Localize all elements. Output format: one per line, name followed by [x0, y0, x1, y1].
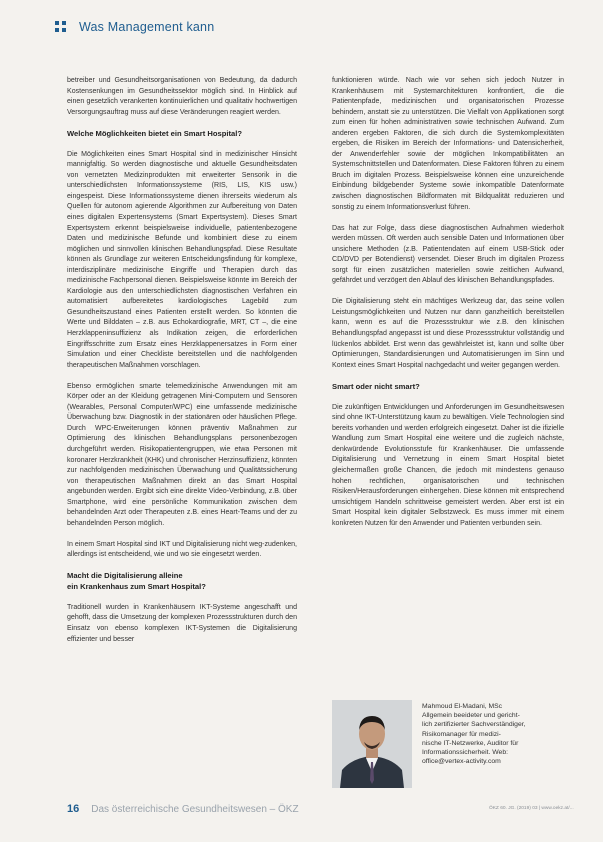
- section-squares-icon: [55, 21, 67, 33]
- issue-info: ÖKZ 60. JG. (2019) 03 | www.oekz.at/...: [489, 806, 574, 811]
- author-portrait-icon: [332, 700, 412, 788]
- paragraph: In einem Smart Hospital sind IKT und Digitalisierung nicht weg-zudenken, allerdings ist entscheidend, wie und wo sie eingesetzt werden.: [67, 540, 297, 559]
- paragraph: Traditionell wurden in Krankenhäusern IKT-Systeme angeschafft und gehofft, dass die Umsetzung der komplexen Prozessstrukturen durch den Einsatz von ebenso komplexen IKT-Systemen die Digitalisierung effizienter und besser: [67, 603, 297, 643]
- author-bio: [422, 700, 564, 788]
- author-name: Mahmoud El-Madani, MSc: [422, 703, 503, 710]
- subheading-line: Macht die Digitalisierung alleine: [67, 571, 183, 581]
- section-title: Was Management kann: [79, 20, 215, 34]
- paragraph: Die Möglichkeiten eines Smart Hospital sind in medizinischer Hinsicht mannigfaltig. So werden diagnostische und aktuelle Gesundheitsdaten von vernetzten Medizinprodukten mit erweiterter Sensorik in die unterschiedlichsten Informationssysteme (RIS, LIS, KIS usw.) eingespeist. Diese Informationssysteme dienen ihrerseits wiederum als Quellen für autonom agierende Algorithmen zur Aufbereitung von Daten eines digitalen Expertensystems (Smart Expertsystem). Dieses Smart Expertsystem erkennt beispielsweise individuelle, patientenbezogene Daten und medizinische Befunde und kombiniert diese zu einem möglichen und sinnvollen klinischen Behandlungspfad. Diese Resultate können als Grundlage zur weiteren Entscheidungsfindung für komplexe, interdisziplinäre medizinische Eingriffe und Therapien durch das medizinische Fachpersonal dienen. Beispielsweise könnte im Bereich der Kardiologie aus den unterschiedlichsten diagnostischen Verfahren ein automatisiert aufbereitetes kardiologisches Lagebild zum Gesundheitszustand eines Patienten erstellt werden. So könnten die Werte und Bilddaten – z.B. aus Echokardiografie, MRT, CT –, die eine Herzklappeninsuffizienz als Indikation zeigen, die erforderlichen Eingriffsschritte zum Ersatz eines Herzklappenersatzes in Form einer Simulation und einer Checkliste bereitstellen und die nachfolgenden therapeutischen Maßnahmen vorschlagen.: [67, 150, 297, 369]
- author-bio-line: Informationssicherheit. Web:: [422, 749, 509, 757]
- subheading: [67, 571, 297, 592]
- paragraph: Die zukünftigen Entwicklungen und Anforderungen im Gesundheitswesen sind ohne IKT-Unterstützung kaum zu bewältigen. Viele Technologien sind bereits vorhanden und werden erfolgreich eingesetzt. Daher ist die ifizielle Wandlung zum Smart Hospital eine weitere und die zugleich nächste, denkwürdende Evolutionsstufe für Krankenhäuser. Die umfassende Digitalisierung und Vernetzung in einem Smart Hospital bietet gleichermaßen große Chancen, die jedoch mit mindestens genauso hohen rechtlichen, organisatorischen und technischen Risiken/Herausforderungen einhergehen. Diese können mit entsprechend umsichtigem Handeln schrittweise gemeistert werden. Aber erst ist ein Smart Hospital kein digitaler Selbstzweck. Es muss immer mit einem konkreten Nutzen für den Anwender und Patienten verbunden sein.: [332, 403, 564, 527]
- page-header: [55, 20, 214, 34]
- subheading-line: ein Krankenhaus zum Smart Hospital?: [67, 581, 206, 591]
- paragraph: funktionieren würde. Nach wie vor sehen sich jedoch Nutzer in Krankenhäusern mit Systemarchitekturen konfrontiert, die die Patientenpfade, medizinischen und organisatorischen Prozesse behindern, anstatt sie zu unterstützen. Die Vielfalt von Applikationen sorgt zum einen für hohen administrativen sowie technischen Aufwand. Zum anderen ergeben Faktoren, die sich durch die Systemkomplexitäten ergeben, die Risiken im Bereich der Informations- und Datensicherheit, der Anwenderfehler sowie der möglichen Inkompatibilitäten an Systemschnittstellen und Datenformaten. Diese Faktoren führen zu einem Bruch im digitalen Prozess. Beispielsweise können eine unzureichende Einbindung bildgebender Systeme sowie inkompatible Datenformate zwischen diagnostischen Bildformaten mit Bildqualität reduzieren und sonstig zu einem Informationsverlust führen.: [332, 77, 564, 211]
- author-box: [332, 700, 564, 788]
- subheading: Smart oder nicht smart?: [332, 381, 420, 391]
- page-number: 16: [67, 803, 80, 815]
- author-bio-line: Allgemein beeideter und gericht-: [422, 712, 520, 720]
- paragraph: Die Digitalisierung steht ein mächtiges Werkzeug dar, das seine vollen Leistungsmöglichkeiten und Nutzen nur dann ganzheitlich bereitstellen kann, wenn es auf die Prozessstruktur wie z.B. den klinischen Behandlungspfad angepasst ist und diese Prozessstruktur vollständig und lückenlos abbildet. Erst wenn das gewährleistet ist, kann und sollte über Optimierungen, Standardisierungen und Automatisierungen im Sinn und Kontext eines Smart Hospital nachgedacht und weiter gegangen werden.: [332, 298, 564, 369]
- right-column: [332, 76, 564, 540]
- page-footer: [67, 803, 574, 815]
- publication-name: Das österreichische Gesundheitswesen – ÖKZ: [91, 804, 299, 815]
- author-bio-line: lich zertifizierter Sachverständiger,: [422, 721, 526, 729]
- paragraph: betreiber und Gesundheitsorganisationen von Bedeutung, da dadurch Kostensenkungen im Gesundheitssektor möglich sind. In Hinblick auf einen gesetzlich verankerten kontinuierlichen und qualitativ hochwertigen Versorgungsauftrag muss auf diese Veränderungen reagiert werden.: [67, 77, 297, 116]
- author-bio-line: nische IT-Netzwerke, Auditor für: [422, 739, 519, 747]
- author-photo: [332, 700, 412, 788]
- paragraph: Das hat zur Folge, dass diese diagnostischen Aufnahmen wiederholt werden müssen. Oft werden auch sensible Daten und Informationen über unsichere Methoden (z.B. Patientendaten auf einem USB-Stick oder CD/DVD per Botendienst) versendet. Dieser Bruch im digitalen Prozess sorgt für einen zusätzlichen materiellen sowie zeitlichen Aufwand, gefährdet und verzögert den Ablauf des klinischen Behandlungspfades.: [332, 224, 564, 285]
- author-bio-line: Risikomanager für medizi-: [422, 730, 501, 738]
- paragraph: Ebenso ermöglichen smarte telemedizinische Anwendungen mit am Körper oder an der Kleidung getragenen Mini-Computern und Sensoren (Wearables, Personal Computer/WPC) eine umfassende medizinische Überwachung bzw. Diagnostik in der stationären oder häuslichen Pflege. Durch WPC-Erweiterungen können präventiv Maßnahmen zur Optimierung des klinischen Behandlungsplans personenbezogen durchgeführt werden. Risikopatientengruppen, wie etwa Personen mit koronarer Herzkrankheit (KHK) und chronischer Herzinsuffizienz, könnten zur nachfolgenden medizinischen Überwachung und Qualitätssicherung von therapeutischen Maßnahmen direkt an das Smart Hospital angebunden werden. Ergibt sich eine direkte Video-Verbindung, z.B. über Smartphone, wird eine persönliche Kommunikation zwischen dem behandelnden Arzt oder Therapeuten z.B. eines Heart-Teams und der zu behandelnden Person möglich.: [67, 382, 297, 527]
- left-column: [67, 76, 297, 656]
- subheading: Welche Möglichkeiten bietet ein Smart Hospital?: [67, 128, 242, 138]
- author-email: office@vertex-activity.com: [422, 758, 501, 766]
